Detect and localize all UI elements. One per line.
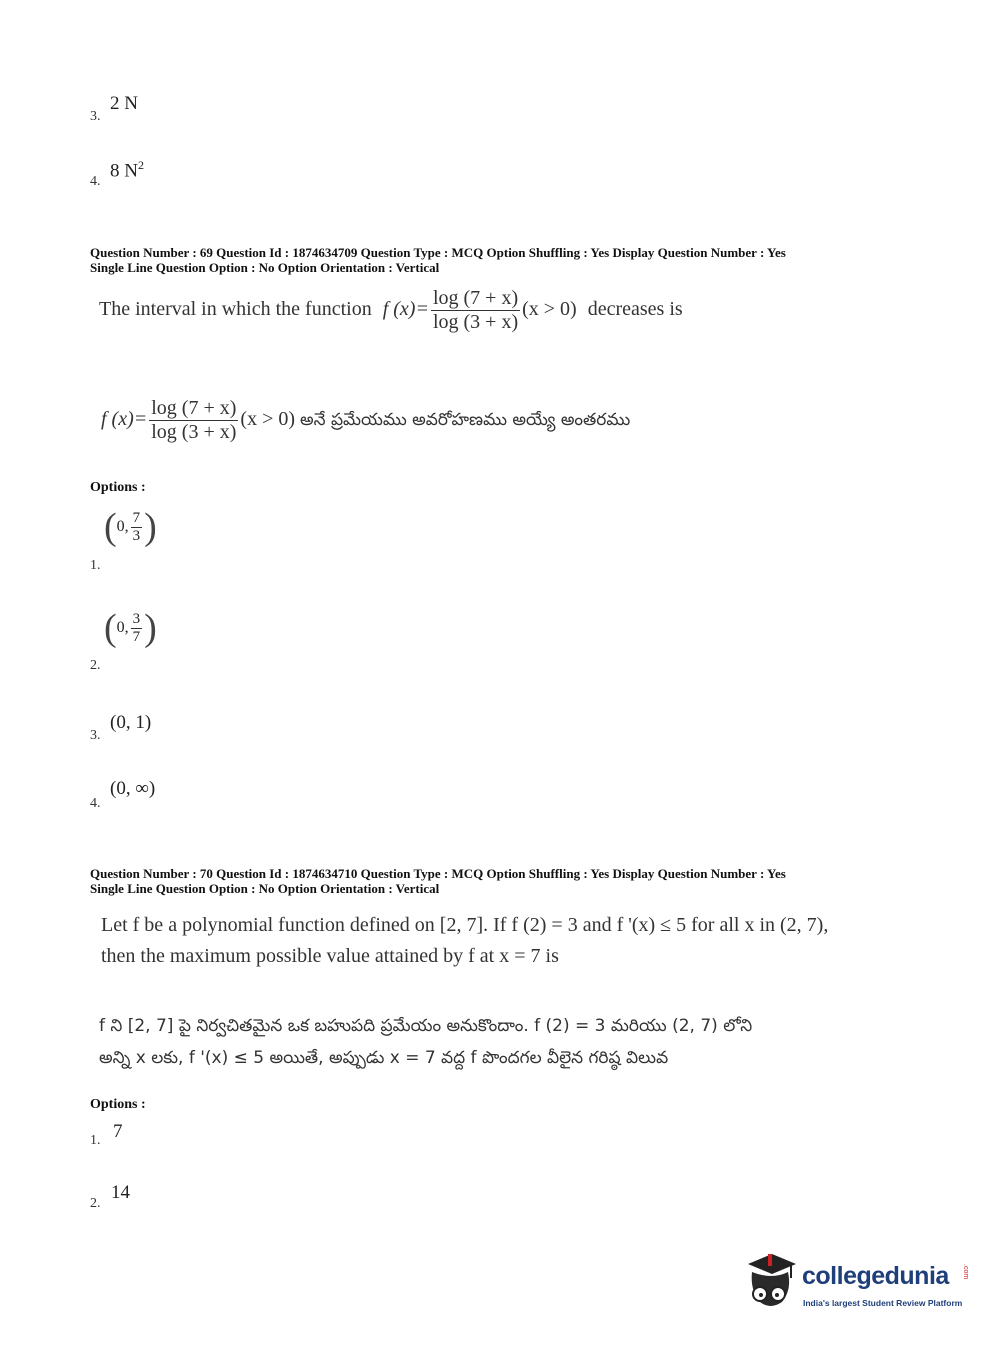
fraction-numerator: log (7 + x): [432, 287, 519, 309]
option-number: 1.: [90, 558, 101, 573]
option-number: 4.: [90, 174, 101, 189]
logo-name: collegedunia: [802, 1262, 949, 1290]
fraction-numerator: 7: [132, 509, 141, 526]
option-text: (0, ∞): [110, 778, 156, 799]
meta-line-2: Single Line Question Option : No Option Orientation : Vertical: [90, 881, 440, 896]
fraction-denominator: 3: [132, 527, 141, 544]
logo-tld: .com: [962, 1264, 969, 1280]
option-superscript: 2: [137, 158, 144, 172]
option-number: 3.: [90, 109, 101, 124]
option-number: 2.: [90, 1196, 101, 1211]
option-number: 2.: [90, 658, 101, 673]
option-text: 7: [113, 1121, 123, 1142]
question-line-2: then the maximum possible value attained by f at x = 7 is: [101, 945, 559, 967]
meta-line-1: Question Number : 70 Question Id : 1874634710 Question Type : MCQ Option Shuffling : Yes Display Question Number : Yes: [90, 866, 786, 881]
option-number: 1.: [90, 1133, 101, 1148]
function-name: f (x)=: [101, 408, 148, 431]
option-number: 4.: [90, 796, 101, 811]
fraction-denominator: log (3 + x): [432, 311, 519, 333]
options-label: Options :: [90, 1097, 146, 1112]
q69-option-1: 1. (0, $\frac{7}{3}$ ): [90, 506, 157, 573]
options-label: Options :: [90, 480, 146, 495]
question-69-meta: [90, 245, 786, 275]
question-70-meta: [90, 866, 786, 896]
option-text: 2 N: [110, 93, 138, 114]
option-interval-start: 0,: [116, 518, 129, 535]
question-69-english: [99, 287, 683, 334]
mascot-icon: [740, 1250, 800, 1312]
meta-line-2: Single Line Question Option : No Option Orientation : Vertical: [90, 260, 440, 275]
telugu-text: అనే ప్రమేయము అవరోహణము అయ్యే అంతరము: [300, 410, 631, 431]
telugu-line-2: అన్ని x లకు, f '(x) ≤ 5 అయితే, అప్పుడు x = 7 వద్ద f పొందగల వీలైన గరిష్ఠ విలువ: [99, 1048, 669, 1068]
domain-condition: (x > 0): [240, 408, 296, 431]
fraction-numerator: 3: [132, 610, 141, 627]
question-line-1: Let f be a polynomial function defined on [2, 7]. If f (2) = 3 and f '(x) ≤ 5 for all x in (2, 7),: [101, 914, 829, 936]
logo-tagline: India's largest Student Review Platform: [803, 1298, 963, 1308]
question-text: The interval in which the function: [99, 298, 372, 321]
option-number: 3.: [90, 728, 101, 743]
domain-condition: (x > 0): [522, 298, 577, 321]
question-70-english: [101, 910, 828, 972]
function-fraction: [149, 397, 238, 444]
meta-line-1: Question Number : 69 Question Id : 1874634709 Question Type : MCQ Option Shuffling : Yes Display Question Number : Yes: [90, 245, 786, 260]
option-text: 14: [111, 1182, 130, 1203]
telugu-line-1: f ని [2, 7] పై నిర్వచితమైన ఒక బహుపది ప్రమేయం అనుకొందాం. f (2) = 3 మరియు (2, 7) లోని: [99, 1016, 753, 1036]
question-70-telugu: [99, 1010, 752, 1074]
question-text-end: decreases is: [587, 298, 683, 321]
function-fraction: [431, 287, 520, 334]
option-text: (0, 1): [110, 712, 152, 733]
collegedunia-logo[interactable]: [740, 1250, 980, 1320]
q69-option-2: 2. (0, $\frac{3}{7}$ ): [90, 607, 157, 673]
fraction-numerator: log (7 + x): [151, 397, 237, 419]
question-69-telugu: [101, 397, 630, 444]
fraction-denominator: log (3 + x): [151, 421, 237, 443]
function-name: f (x)=: [382, 298, 429, 321]
fraction-denominator: 7: [132, 628, 141, 645]
option-text: 8 N: [110, 160, 138, 182]
option-interval-start: 0,: [116, 619, 129, 636]
